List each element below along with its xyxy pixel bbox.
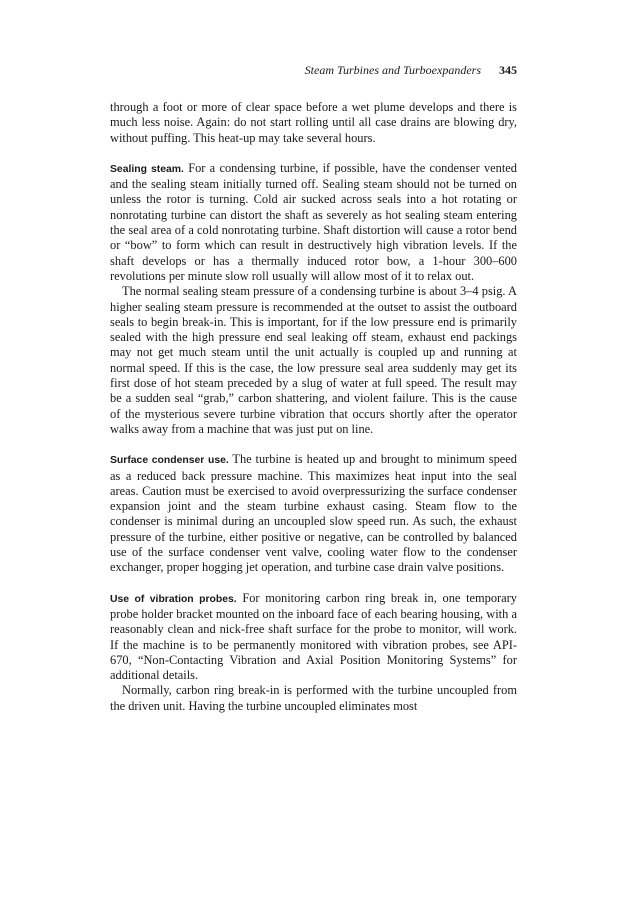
paragraph [110, 284, 517, 437]
paragraph-text: The turbine is heated up and brought to minimum speed as a reduced back pressure machine. This maximizes heat input into the seal areas. Caution must be exercised to avoid overpressurizing the surface condenser expansion joint and the steam turbine exhaust casing. Steam flow to the condenser is minimal during an uncoupled slow speed run. As such, the exhaust pressure of the turbine, either positive or negative, can be controlled by balanced use of the surface condenser vent valve, cooling water flow to the condenser exchanger, proper hogging jet operation, and turbine case drain valve positions. [110, 452, 517, 575]
paragraph-text: through a foot or more of clear space before a wet plume develops and there is much less noise. Again: do not start rolling until all case drains are blowing dry, without puffing. This heat-up may take several hours. [110, 100, 517, 145]
paragraph [110, 683, 517, 714]
body-text [110, 100, 517, 714]
paragraph [110, 452, 517, 575]
paragraph [110, 100, 517, 146]
paragraph-text: Normally, carbon ring break-in is performed with the turbine uncoupled from the driven unit. Having the turbine uncoupled eliminates most [110, 683, 517, 713]
paragraph [110, 161, 517, 284]
running-title: Steam Turbines and Turboexpanders [304, 63, 481, 77]
paragraph-text: For a condensing turbine, if possible, have the condenser vented and the sealing steam initially turned off. Sealing steam should not be turned on unless the rotor is turning. Cold air sucked across seals into a hot rotating or nonrotating turbine can distort the shaft as severely as hot sealing steam entering the seal area of a cold nonrotating turbine. Shaft distortion will cause a rotor bend or “bow” to form which can result in destructively high vibration levels. If the shaft develops or has a thermally induced rotor bow, a 1-hour 300–600 revolutions per minute slow roll usually will allow most of it to relax out. [110, 160, 517, 283]
page-number: 345 [499, 63, 517, 77]
paragraph [110, 591, 517, 684]
paragraph-text: The normal sealing steam pressure of a condensing turbine is about 3–4 psig. A higher sealing steam pressure is recommended at the outset to assist the outboard seals to begin break-in. This is important, for if the low pressure end is primarily sealed with the high pressure end seal leaking off steam, exhaust end packings may not get much steam until the unit actually is coupled up and running at normal speed. If this is the case, the low pressure seal area suddenly may get its first dose of hot steam preceded by a slug of water at full speed. The result may be a sudden seal “grab,” carbon shattering, and violent failure. This is the cause of the mysterious severe turbine vibration that occurs shortly after the operator walks away from a machine that was just put on line. [110, 284, 517, 436]
run-in-heading: Use of vibration probes. [110, 593, 237, 605]
running-head [110, 56, 517, 80]
run-in-heading: Sealing steam. [110, 163, 184, 175]
run-in-heading: Surface condenser use. [110, 455, 229, 467]
paragraph-text: For monitoring carbon ring break in, one temporary probe holder bracket mounted on the inboard face of each bearing housing, with a reasonably clean and nick-free shaft surface for the probe to monitor, will work. If the machine is to be permanently monitored with vibration probes, see API-670, “Non-Contacting Vibration and Axial Position Monitoring Systems” for additional details. [110, 590, 517, 683]
